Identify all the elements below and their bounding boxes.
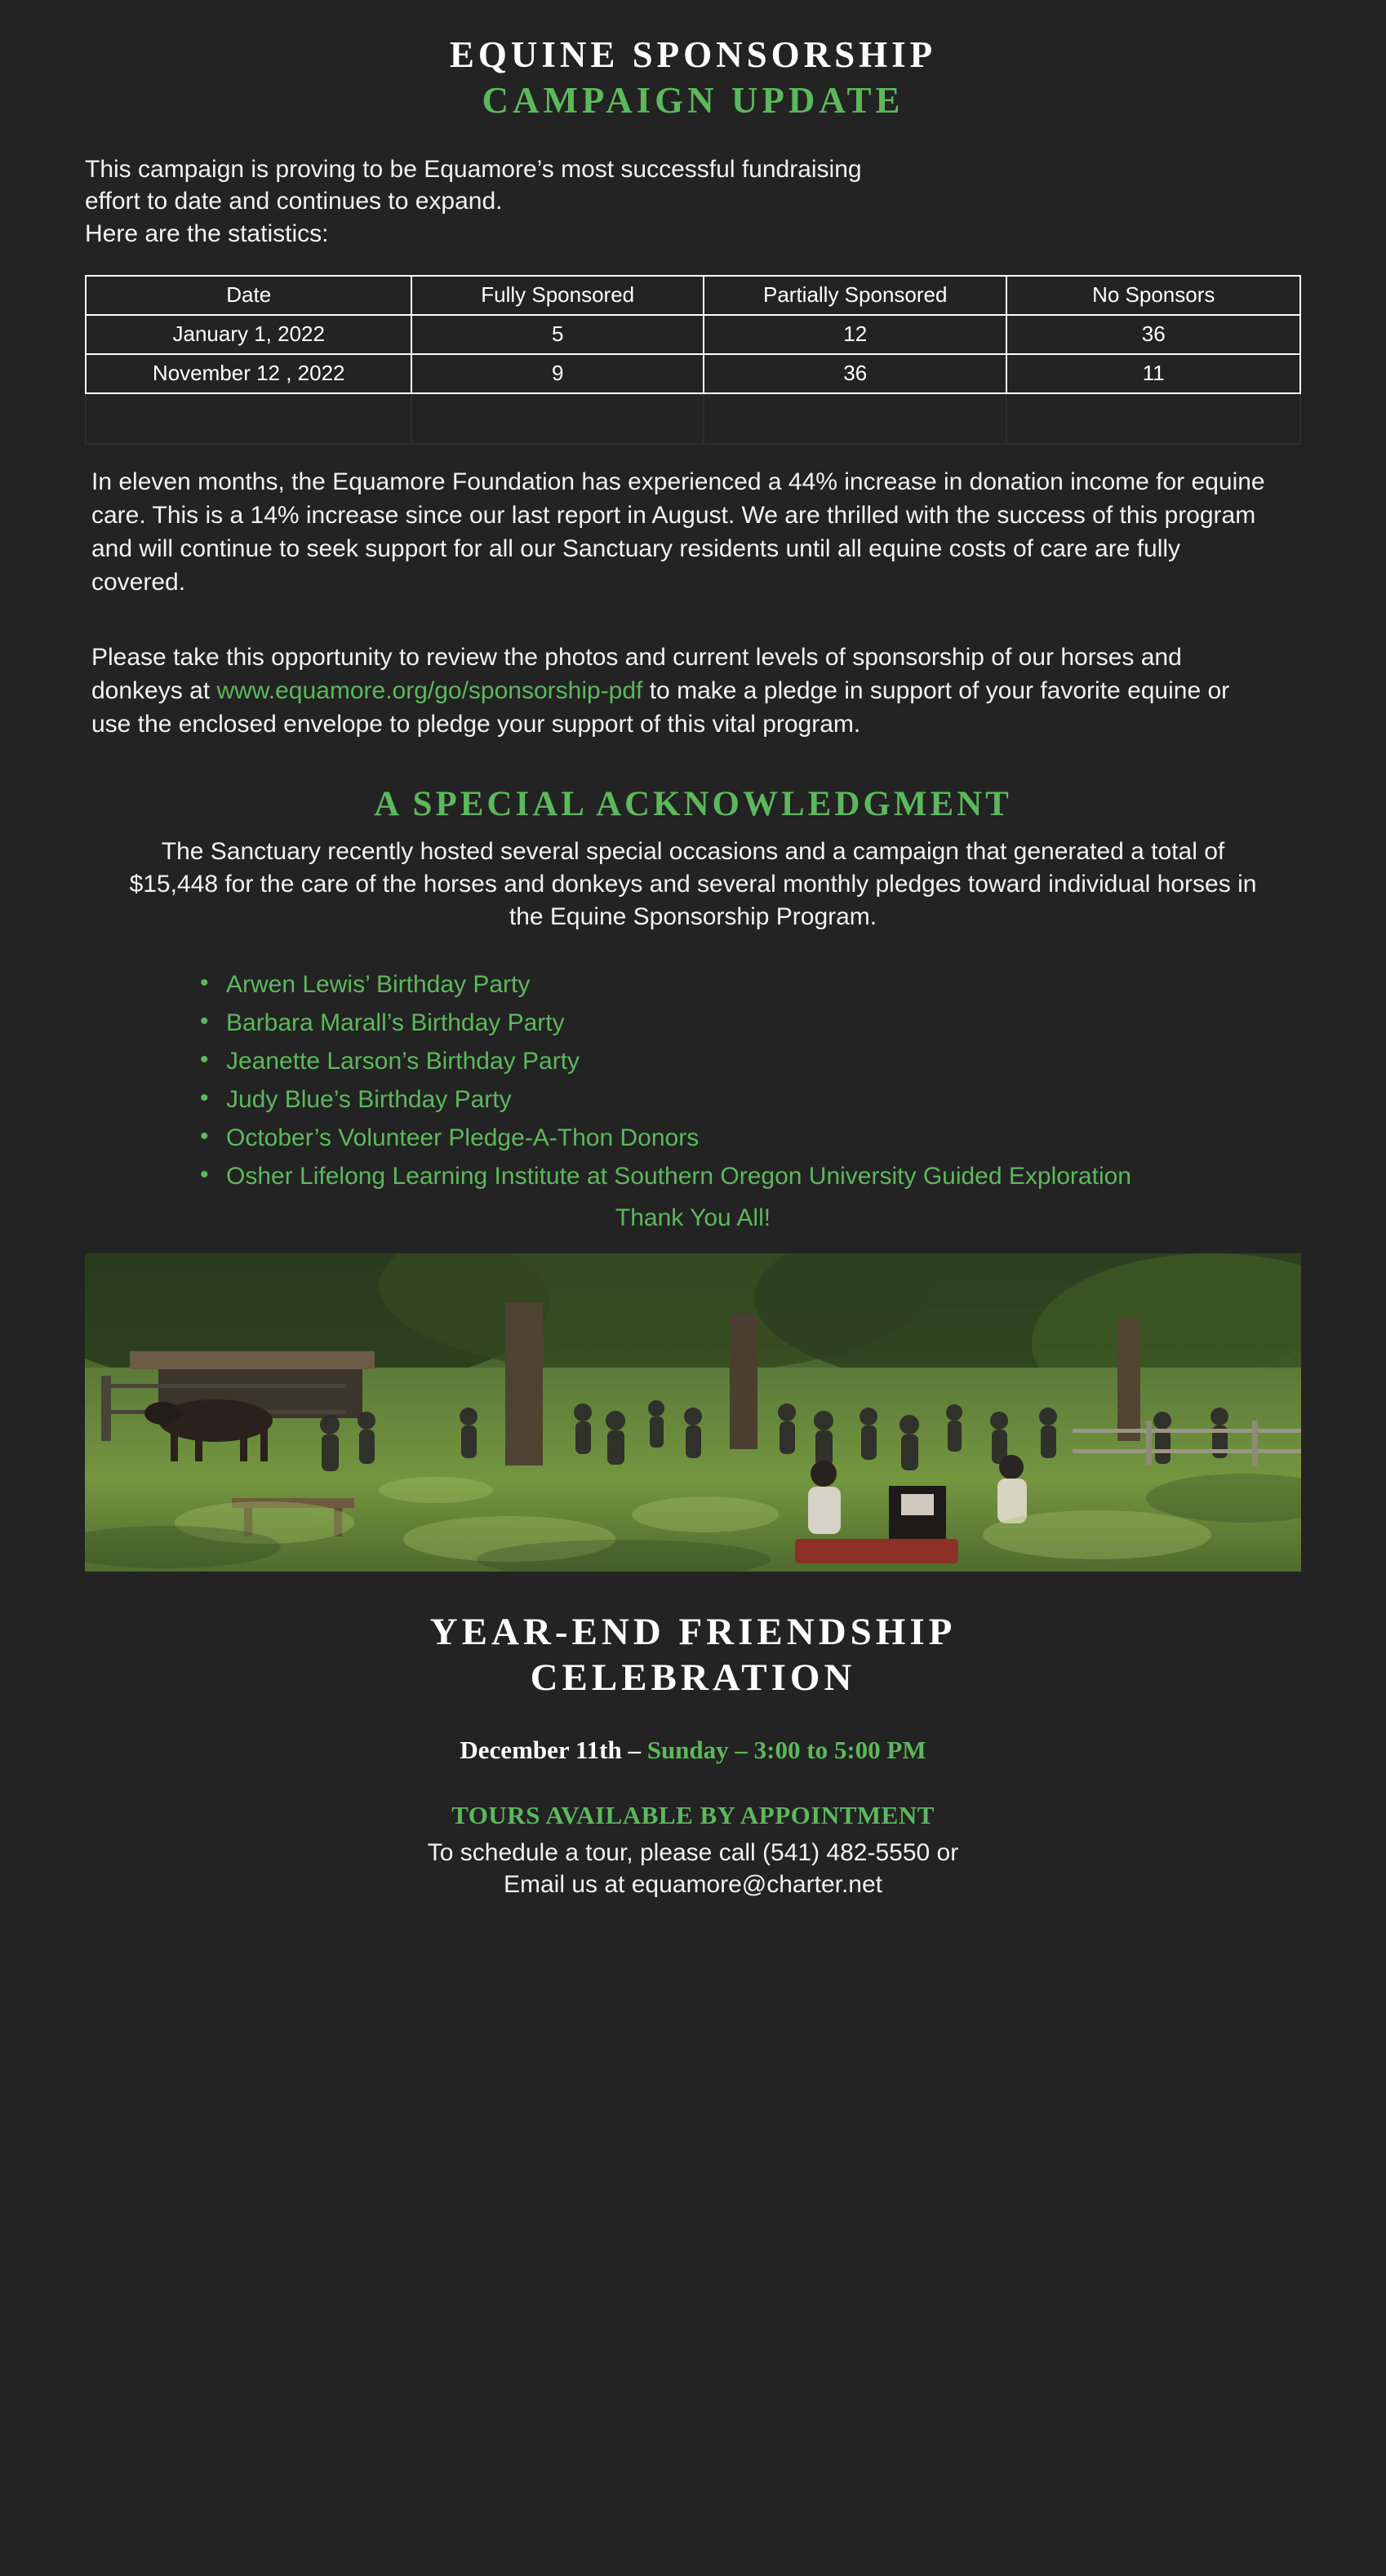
donor-list — [82, 969, 1304, 1192]
intro-line-1: This campaign is proving to be Equamore’s most successful fundraising — [85, 155, 862, 183]
contact-info — [82, 1837, 1304, 1901]
outdoor-gathering-photo — [85, 1253, 1301, 1572]
list-item: • October’s Volunteer Pledge-A-Thon Donors — [200, 1122, 1304, 1155]
body-paragraph-review — [91, 641, 1275, 741]
table-header-row — [86, 276, 1300, 315]
list-item: • Barbara Marall’s Birthday Party — [200, 1007, 1304, 1040]
event-date: December 11th – — [460, 1735, 647, 1764]
list-item: • Osher Lifelong Learning Institute at Southern Oregon University Guided Exploration — [200, 1160, 1304, 1193]
table-cell: 36 — [704, 354, 1007, 393]
table-cell-empty — [704, 393, 1007, 444]
paragraph-text-after-link: to make a pledge in support of your favorite equine or use the enclosed envelope to pledge your support of this vital program. — [91, 677, 1230, 738]
table-cell-empty — [86, 393, 411, 444]
page-title-line1: EQUINE SPONSORSHIP — [449, 34, 937, 75]
event-title-line1: YEAR-END FRIENDSHIP — [429, 1610, 957, 1653]
table-row — [86, 315, 1300, 354]
contact-email-line: Email us at equamore@charter.net — [503, 1871, 883, 1899]
table-cell: January 1, 2022 — [86, 315, 411, 354]
table-header-cell: Fully Sponsored — [411, 276, 704, 315]
list-item: • Jeanette Larson’s Birthday Party — [200, 1045, 1304, 1078]
page-title-line2: CAMPAIGN UPDATE — [482, 79, 904, 121]
table-cell: 12 — [704, 315, 1007, 354]
table-header-cell: No Sponsors — [1006, 276, 1300, 315]
table-cell: 11 — [1006, 354, 1300, 393]
thank-you-text: Thank You All! — [615, 1204, 771, 1231]
table-cell: 5 — [411, 315, 704, 354]
list-item: • Arwen Lewis’ Birthday Party — [200, 969, 1304, 1001]
table-cell-empty — [411, 393, 704, 444]
acknowledgment-title: A SPECIAL ACKNOWLEDGMENT — [374, 784, 1012, 823]
table-header-cell: Date — [86, 276, 411, 315]
body-paragraph-growth: In eleven months, the Equamore Foundation has experienced a 44% increase in donation income for equine care. This is a 14% increase since our last report in August. We are thrilled with the success of this program and will continue to seek support for all our Sanctuary residents until all equine costs of care are fully covered. — [91, 468, 1265, 596]
event-title-line2: CELEBRATION — [530, 1656, 856, 1700]
table-cell: November 12 , 2022 — [86, 354, 411, 393]
table-header-cell: Partially Sponsored — [704, 276, 1007, 315]
list-item: • Judy Blue’s Birthday Party — [200, 1084, 1304, 1116]
sponsorship-pdf-link[interactable]: www.equamore.org/go/sponsorship-pdf — [216, 677, 643, 705]
tours-notice: TOURS AVAILABLE BY APPOINTMENT — [451, 1800, 935, 1829]
event-time: Sunday – 3:00 to 5:00 PM — [646, 1735, 926, 1764]
table-row — [86, 354, 1300, 393]
page-header — [82, 34, 1304, 122]
table-row-empty — [86, 393, 1300, 444]
statistics-table — [85, 275, 1301, 445]
paragraph-text-before-link: Please take this opportunity to review the photos and current levels of sponsorship of our horses and donkeys at — [91, 644, 1182, 705]
table-cell: 36 — [1006, 315, 1300, 354]
contact-phone-line: To schedule a tour, please call (541) 482-5550 or — [427, 1838, 959, 1866]
statistics-table-wrapper — [85, 275, 1301, 445]
intro-paragraph — [85, 153, 1304, 251]
intro-line-3: Here are the statistics: — [85, 220, 329, 248]
table-cell: 9 — [411, 354, 704, 393]
photo-illustration — [85, 1253, 1301, 1572]
event-datetime — [82, 1736, 1304, 1765]
event-title — [82, 1609, 1304, 1701]
intro-line-2: effort to date and continues to expand. — [85, 188, 503, 215]
table-cell-empty — [1006, 393, 1300, 444]
acknowledgment-body: The Sanctuary recently hosted several special occasions and a campaign that generated a total of $15,448 for the care of the horses and donkeys and several monthly pledges toward individual horses in the Equine Sponsorship Program. — [129, 837, 1257, 930]
